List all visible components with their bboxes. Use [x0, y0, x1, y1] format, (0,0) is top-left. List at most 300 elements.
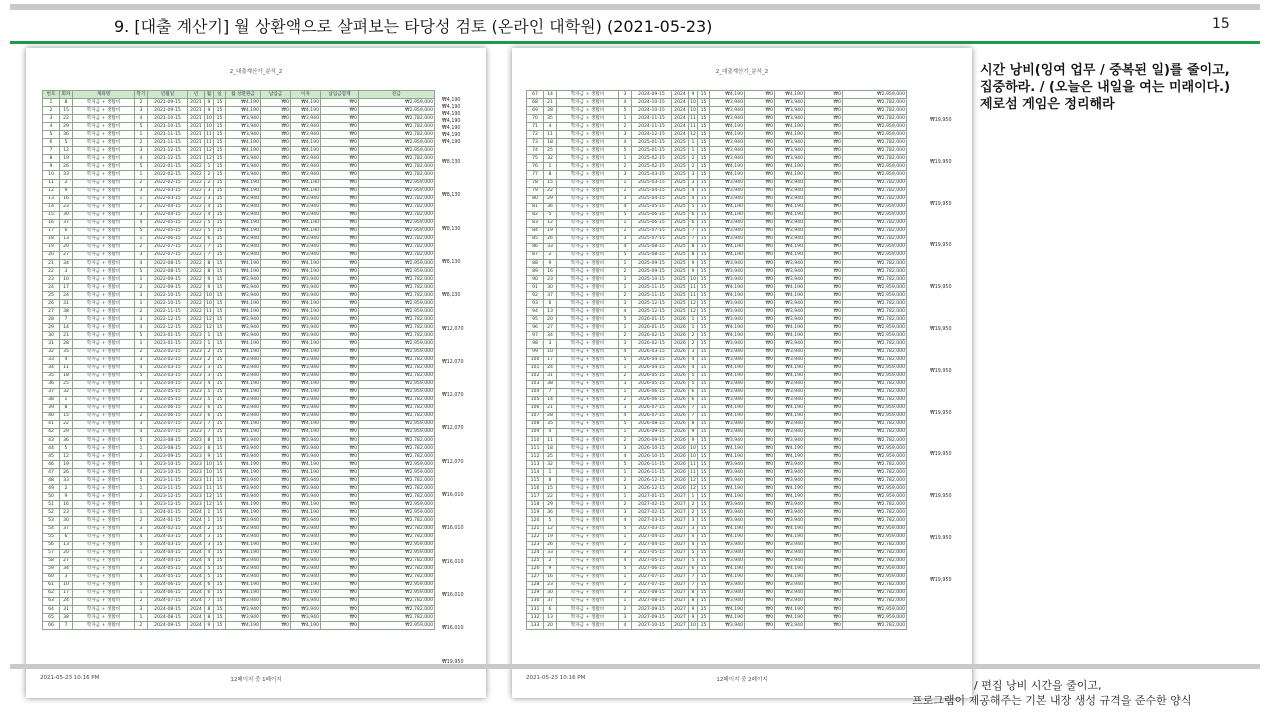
table-cell: ₩0: [805, 235, 843, 243]
table-cell: 3: [135, 147, 148, 155]
table-cell: 12: [205, 324, 214, 332]
table-cell: ₩2,959,000: [843, 453, 907, 461]
table-cell: 7: [205, 597, 214, 605]
table-cell: 학자금 + 생활비: [73, 437, 135, 445]
table-cell: 9: [60, 493, 73, 501]
table-cell: 학자금 + 생활비: [73, 235, 135, 243]
table-cell: 24: [544, 364, 557, 372]
table-cell: 21: [60, 332, 73, 340]
table-cell: 58: [43, 557, 60, 565]
table-cell: 2023-07-15: [148, 428, 188, 436]
bottom-divider-bar: [10, 664, 1260, 669]
table-cell: ₩3,940: [710, 276, 745, 284]
table-cell: ₩4,190: [291, 308, 321, 316]
table-cell: ₩3,940: [775, 316, 805, 324]
sheet-footer-date: 2021-05-23 10:16 PM: [40, 675, 100, 681]
table-cell: 학자금 + 생활비: [557, 324, 619, 332]
table-cell: 5: [205, 388, 214, 396]
table-cell: 2027-05-15: [632, 549, 672, 557]
table-cell: ₩4,190: [775, 251, 805, 259]
table-cell: 학자금 + 생활비: [73, 251, 135, 259]
table-cell: 12: [689, 300, 698, 308]
table-cell: ₩0: [321, 525, 359, 533]
table-cell: ₩2,782,000: [359, 493, 435, 501]
table-cell: ₩2,782,000: [843, 219, 907, 227]
table-cell: ₩2,782,000: [843, 501, 907, 509]
column-header: 년월일: [148, 91, 188, 99]
table-cell: 91: [527, 284, 544, 292]
table-cell: 2027: [672, 549, 689, 557]
table-cell: ₩0: [261, 364, 291, 372]
table-cell: ₩0: [805, 622, 843, 630]
table-cell: ₩2,959,000: [359, 509, 435, 517]
table-cell: ₩2,782,000: [359, 364, 435, 372]
table-cell: ₩3,940: [291, 412, 321, 420]
table-cell: 3: [619, 485, 632, 493]
table-cell: 15: [214, 396, 226, 404]
table-cell: 15: [698, 235, 710, 243]
table-cell: 15: [698, 517, 710, 525]
table-cell: 4: [135, 573, 148, 581]
table-cell: 2022-02-15: [148, 171, 188, 179]
table-cell: 97: [527, 332, 544, 340]
table-cell: 2024: [672, 123, 689, 131]
table-cell: 8: [60, 404, 73, 412]
table-cell: 3: [135, 107, 148, 115]
table-row: [43, 284, 435, 292]
table-cell: 2022-05-15: [148, 219, 188, 227]
table-cell: ₩3,940: [226, 171, 261, 179]
table-cell: ₩3,940: [226, 292, 261, 300]
table-cell: ₩2,959,000: [359, 147, 435, 155]
table-cell: 학자금 + 생활비: [73, 332, 135, 340]
table-cell: ₩0: [805, 509, 843, 517]
table-cell: ₩4,190: [226, 549, 261, 557]
table-cell: 2022: [188, 300, 205, 308]
table-cell: 8: [544, 171, 557, 179]
table-cell: ₩2,782,000: [359, 171, 435, 179]
table-cell: ₩0: [805, 412, 843, 420]
table-cell: ₩4,190: [775, 573, 805, 581]
table-cell: 2025: [672, 211, 689, 219]
table-cell: ₩4,190: [775, 123, 805, 131]
table-cell: 15: [698, 428, 710, 436]
table-cell: 89: [527, 268, 544, 276]
table-cell: 3: [135, 606, 148, 614]
table-cell: ₩4,190: [775, 324, 805, 332]
table-cell: ₩3,940: [291, 396, 321, 404]
table-cell: 2024: [188, 573, 205, 581]
table-cell: 1: [135, 589, 148, 597]
table-cell: 2021-10-15: [148, 115, 188, 123]
table-cell: ₩4,190: [710, 203, 745, 211]
table-cell: 15: [698, 300, 710, 308]
table-cell: ₩4,190: [226, 139, 261, 147]
table-cell: 9: [689, 428, 698, 436]
table-cell: ₩0: [321, 517, 359, 525]
table-cell: ₩2,782,000: [843, 276, 907, 284]
table-cell: 2027-09-15: [632, 606, 672, 614]
column-header: 이자: [291, 91, 321, 99]
table-cell: 2027: [672, 517, 689, 525]
table-cell: 학자금 + 생활비: [73, 420, 135, 428]
table-cell: ₩0: [261, 485, 291, 493]
table-cell: ₩3,940: [710, 99, 745, 107]
table-cell: 15: [214, 606, 226, 614]
table-cell: 학자금 + 생활비: [557, 557, 619, 565]
table-cell: 8: [544, 477, 557, 485]
table-cell: ₩0: [261, 348, 291, 356]
table-cell: 15: [214, 147, 226, 155]
table-cell: 2021-09-15: [148, 107, 188, 115]
table-cell: 22: [544, 493, 557, 501]
table-cell: 학자금 + 생활비: [73, 147, 135, 155]
table-cell: ₩4,190: [226, 622, 261, 630]
table-cell: ₩2,959,000: [843, 131, 907, 139]
table-cell: ₩2,782,000: [843, 179, 907, 187]
table-cell: 2: [205, 356, 214, 364]
table-cell: 2022: [188, 251, 205, 259]
table-cell: ₩0: [745, 420, 775, 428]
table-row: [527, 139, 907, 147]
table-cell: 11: [689, 461, 698, 469]
table-cell: ₩3,940: [775, 541, 805, 549]
table-cell: 2026-01-15: [632, 324, 672, 332]
table-cell: 125: [527, 557, 544, 565]
table-cell: ₩2,782,000: [843, 300, 907, 308]
table-cell: 4: [619, 99, 632, 107]
table-cell: ₩0: [321, 259, 359, 267]
monthly-total: ₩19,950: [930, 201, 952, 207]
table-cell: 123: [527, 541, 544, 549]
table-cell: 2023: [188, 372, 205, 380]
table-cell: ₩0: [805, 581, 843, 589]
table-cell: ₩0: [261, 356, 291, 364]
table-cell: 2024-04-15: [148, 557, 188, 565]
table-cell: 36: [60, 131, 73, 139]
table-cell: 2021: [188, 147, 205, 155]
table-cell: ₩0: [805, 356, 843, 364]
table-cell: ₩3,940: [775, 139, 805, 147]
table-cell: 4: [689, 356, 698, 364]
table-cell: ₩4,190: [710, 163, 745, 171]
table-cell: ₩4,190: [226, 509, 261, 517]
table-cell: ₩0: [261, 453, 291, 461]
table-cell: 3: [205, 533, 214, 541]
table-cell: ₩2,782,000: [359, 453, 435, 461]
table-cell: 109: [527, 428, 544, 436]
table-cell: 4: [135, 469, 148, 477]
table-cell: 2: [689, 163, 698, 171]
monthly-total: ₩12,070: [442, 426, 464, 432]
table-cell: ₩0: [805, 227, 843, 235]
table-cell: 15: [214, 501, 226, 509]
table-cell: ₩3,940: [226, 453, 261, 461]
table-cell: 3: [205, 195, 214, 203]
table-cell: 50: [43, 493, 60, 501]
table-cell: ₩2,959,000: [359, 179, 435, 187]
table-cell: 14: [60, 324, 73, 332]
table-cell: 4: [689, 541, 698, 549]
table-cell: ₩4,190: [226, 469, 261, 477]
table-cell: 2025: [672, 155, 689, 163]
table-cell: 15: [544, 179, 557, 187]
table-cell: 34: [544, 332, 557, 340]
table-cell: 7: [689, 581, 698, 589]
table-cell: 9: [205, 622, 214, 630]
table-cell: 133: [527, 622, 544, 630]
table-row: [43, 380, 435, 388]
table-cell: 2023-01-15: [148, 340, 188, 348]
table-cell: 5: [619, 251, 632, 259]
table-cell: 학자금 + 생활비: [557, 115, 619, 123]
table-cell: 2026-10-15: [632, 445, 672, 453]
table-cell: ₩0: [745, 340, 775, 348]
table-cell: 15: [214, 533, 226, 541]
table-cell: 2: [135, 99, 148, 107]
table-cell: ₩0: [745, 356, 775, 364]
table-cell: ₩0: [805, 91, 843, 99]
table-cell: 2023-11-15: [148, 477, 188, 485]
table-cell: 2023: [188, 412, 205, 420]
table-cell: 2: [135, 243, 148, 251]
table-cell: 36: [60, 437, 73, 445]
table-row: [43, 581, 435, 589]
table-cell: ₩4,190: [291, 388, 321, 396]
table-cell: 학자금 + 생활비: [73, 477, 135, 485]
table-cell: ₩4,190: [775, 292, 805, 300]
table-cell: 2026-06-15: [632, 388, 672, 396]
table-cell: 2: [135, 179, 148, 187]
table-cell: ₩2,959,000: [843, 243, 907, 251]
table-cell: 4: [619, 348, 632, 356]
monthly-total: ₩12,070: [442, 359, 464, 365]
table-cell: ₩0: [321, 573, 359, 581]
table-cell: ₩0: [321, 541, 359, 549]
table-cell: 15: [698, 485, 710, 493]
table-cell: 15: [214, 420, 226, 428]
table-cell: ₩3,940: [226, 332, 261, 340]
table-row: [43, 453, 435, 461]
table-cell: ₩0: [321, 614, 359, 622]
table-cell: ₩0: [321, 243, 359, 251]
table-cell: ₩0: [321, 348, 359, 356]
column-header: 월 상환원금: [226, 91, 261, 99]
table-cell: 2025: [672, 276, 689, 284]
table-cell: 2027-01-15: [632, 493, 672, 501]
table-row: [43, 477, 435, 485]
table-cell: ₩0: [261, 533, 291, 541]
table-cell: 5: [135, 268, 148, 276]
table-cell: ₩3,940: [226, 517, 261, 525]
table-cell: 5: [135, 163, 148, 171]
table-cell: ₩4,190: [775, 606, 805, 614]
table-cell: 25: [60, 380, 73, 388]
table-cell: 학자금 + 생활비: [557, 99, 619, 107]
table-cell: 학자금 + 생활비: [73, 445, 135, 453]
table-cell: 4: [619, 308, 632, 316]
table-cell: 1: [135, 340, 148, 348]
table-cell: ₩0: [261, 139, 291, 147]
table-cell: ₩0: [745, 493, 775, 501]
table-cell: ₩4,190: [775, 171, 805, 179]
table-cell: ₩4,190: [775, 533, 805, 541]
table-cell: 2022-06-15: [148, 235, 188, 243]
table-cell: 2: [205, 179, 214, 187]
table-cell: ₩0: [805, 404, 843, 412]
table-cell: ₩0: [805, 107, 843, 115]
table-cell: 15: [214, 235, 226, 243]
table-cell: ₩0: [321, 533, 359, 541]
table-cell: ₩3,940: [226, 614, 261, 622]
table-cell: ₩2,782,000: [843, 477, 907, 485]
table-cell: ₩0: [745, 147, 775, 155]
table-cell: ₩2,959,000: [843, 565, 907, 573]
table-cell: 26: [544, 541, 557, 549]
table-cell: ₩0: [805, 348, 843, 356]
table-cell: ₩0: [321, 155, 359, 163]
table-cell: 130: [527, 597, 544, 605]
table-row: [43, 155, 435, 163]
table-cell: ₩4,190: [710, 614, 745, 622]
table-cell: 1: [619, 493, 632, 501]
table-cell: 학자금 + 생활비: [557, 606, 619, 614]
table-cell: 15: [214, 348, 226, 356]
table-cell: 16: [43, 219, 60, 227]
table-cell: ₩0: [805, 541, 843, 549]
table-cell: ₩2,782,000: [843, 147, 907, 155]
table-cell: ₩3,940: [291, 251, 321, 259]
table-cell: ₩3,940: [710, 428, 745, 436]
table-cell: ₩2,959,000: [843, 372, 907, 380]
table-cell: ₩2,959,000: [359, 300, 435, 308]
table-cell: 10: [689, 445, 698, 453]
table-cell: ₩2,782,000: [359, 533, 435, 541]
table-cell: ₩0: [321, 557, 359, 565]
table-cell: ₩2,959,000: [843, 445, 907, 453]
table-cell: ₩0: [805, 420, 843, 428]
table-cell: 2026-05-15: [632, 372, 672, 380]
table-cell: 2023: [188, 356, 205, 364]
table-cell: 2022: [188, 292, 205, 300]
table-cell: 2024: [672, 99, 689, 107]
table-cell: ₩0: [321, 412, 359, 420]
table-cell: ₩3,940: [775, 461, 805, 469]
table-row: [43, 332, 435, 340]
table-cell: 11: [544, 131, 557, 139]
table-cell: 19: [544, 533, 557, 541]
table-cell: 116: [527, 485, 544, 493]
table-cell: ₩0: [745, 525, 775, 533]
table-cell: ₩3,940: [710, 501, 745, 509]
table-cell: 15: [214, 614, 226, 622]
table-cell: ₩0: [805, 477, 843, 485]
table-cell: 15: [214, 155, 226, 163]
table-cell: ₩3,940: [226, 606, 261, 614]
table-cell: 33: [544, 243, 557, 251]
table-cell: 7: [205, 420, 214, 428]
table-cell: 3: [619, 589, 632, 597]
table-cell: 9: [689, 268, 698, 276]
table-cell: ₩3,940: [710, 147, 745, 155]
table-row: [527, 155, 907, 163]
table-cell: 2023: [188, 340, 205, 348]
monthly-total: ₩8,130: [442, 226, 461, 232]
table-cell: 15: [698, 509, 710, 517]
table-cell: ₩2,782,000: [359, 412, 435, 420]
table-cell: ₩3,940: [291, 324, 321, 332]
table-cell: 학자금 + 생활비: [73, 163, 135, 171]
table-cell: 9: [689, 437, 698, 445]
table-cell: ₩2,959,000: [359, 107, 435, 115]
table-cell: ₩0: [321, 356, 359, 364]
table-cell: 11: [689, 284, 698, 292]
table-cell: 학자금 + 생활비: [557, 203, 619, 211]
monthly-total: ₩4,190: [442, 98, 461, 103]
table-cell: ₩2,959,000: [843, 284, 907, 292]
table-cell: ₩0: [321, 123, 359, 131]
table-cell: 15: [214, 453, 226, 461]
table-cell: ₩0: [745, 308, 775, 316]
table-cell: 2023: [188, 485, 205, 493]
table-cell: 15: [214, 259, 226, 267]
table-cell: 1: [619, 259, 632, 267]
table-cell: 2026: [672, 396, 689, 404]
table-cell: 15: [698, 219, 710, 227]
table-cell: ₩3,940: [710, 549, 745, 557]
table-cell: ₩3,940: [226, 356, 261, 364]
table-row: [43, 300, 435, 308]
table-cell: ₩3,940: [775, 509, 805, 517]
table-cell: 2025-10-15: [632, 276, 672, 284]
table-row: [527, 614, 907, 622]
table-cell: 2027: [672, 509, 689, 517]
table-cell: ₩2,959,000: [359, 268, 435, 276]
table-row: [43, 412, 435, 420]
table-cell: 6: [205, 235, 214, 243]
table-row: [527, 420, 907, 428]
table-cell: 학자금 + 생활비: [557, 581, 619, 589]
table-cell: ₩2,959,000: [359, 622, 435, 630]
table-cell: 15: [214, 284, 226, 292]
table-cell: 10: [689, 276, 698, 284]
table-cell: 15: [214, 99, 226, 107]
table-row: [43, 404, 435, 412]
table-cell: 2023-01-15: [148, 332, 188, 340]
table-cell: ₩3,940: [710, 316, 745, 324]
table-cell: 학자금 + 생활비: [557, 131, 619, 139]
table-row: [527, 268, 907, 276]
table-cell: 2024-09-15: [148, 622, 188, 630]
table-cell: ₩3,940: [775, 581, 805, 589]
table-cell: 37: [60, 525, 73, 533]
table-cell: 학자금 + 생활비: [557, 533, 619, 541]
table-cell: 15: [214, 268, 226, 276]
table-cell: 학자금 + 생활비: [73, 340, 135, 348]
table-cell: ₩3,940: [291, 203, 321, 211]
table-cell: 학자금 + 생활비: [557, 91, 619, 99]
table-cell: ₩4,190: [291, 509, 321, 517]
table-cell: 2026: [672, 380, 689, 388]
table-row: [43, 203, 435, 211]
table-cell: 2022-05-15: [148, 227, 188, 235]
table-row: [527, 549, 907, 557]
table-cell: 4: [135, 259, 148, 267]
table-cell: 학자금 + 생활비: [73, 356, 135, 364]
table-cell: 115: [527, 477, 544, 485]
table-cell: ₩3,940: [291, 276, 321, 284]
table-cell: 학자금 + 생활비: [557, 243, 619, 251]
